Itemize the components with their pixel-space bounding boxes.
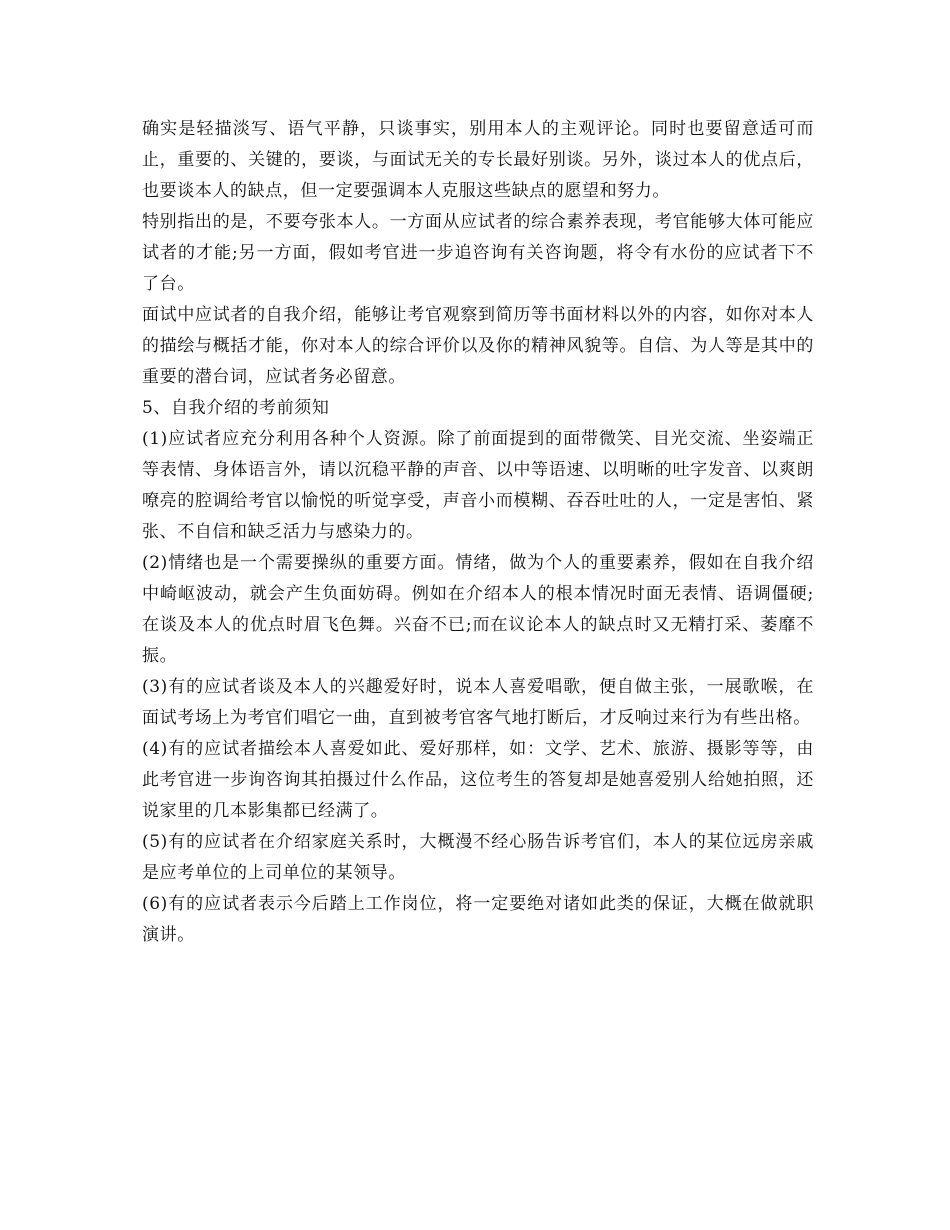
- list-item-4: (4)有的应试者描绘本人喜爱如此、爱好那样，如：文学、艺术、旅游、摄影等等，由此考官进一步询咨询其拍摄过什么作品，这位考生的答复却是她喜爱别人给她拍照，还说家里的几本影集都已经满了。: [142, 739, 814, 821]
- paragraph-self-intro-modesty: 确实是轻描淡写、语气平静，只谈事实，别用本人的主观评论。同时也要留意适可而止，重要的、关键的，要谈，与面试无关的专长最好别谈。另外，谈过本人的优点后，也要谈本人的缺点，但一定要强调本人克服这些缺点的愿望和努力。: [142, 119, 814, 201]
- document-body: [142, 114, 814, 951]
- list-item-2: (2)情绪也是一个需要操纵的重要方面。情绪，做为个人的重要素养，假如在自我介绍中崎岖波动，就会产生负面妨碍。例如在介绍本人的根本情况时面无表情、语调僵硬;在谈及本人的优点时眉飞色舞。兴奋不已;而在议论本人的缺点时又无精打采、萎靡不振。: [142, 553, 814, 666]
- paragraph-interview-purpose: 面试中应试者的自我介绍，能够让考官观察到简历等书面材料以外的内容，如你对本人的描绘与概括才能，你对本人的综合评价以及你的精神风貌等。自信、为人等是其中的重要的潜台词，应试者务必留意。: [142, 305, 814, 387]
- section-heading: 5、自我介绍的考前须知: [142, 398, 330, 418]
- list-item-6: (6)有的应试者表示今后踏上工作岗位，将一定要绝对诸如此类的保证，大概在做就职演讲。: [142, 894, 814, 945]
- list-item-5: (5)有的应试者在介绍家庭关系时，大概漫不经心肠告诉考官们，本人的某位远房亲戚是应考单位的上司单位的某领导。: [142, 832, 814, 883]
- list-item-3: (3)有的应试者谈及本人的兴趣爱好时，说本人喜爱唱歌，便自做主张，一展歌喉，在面试考场上为考官们唱它一曲，直到被考官客气地打断后，才反响过来行为有些出格。: [142, 677, 814, 728]
- paragraph-no-exaggeration: 特别指出的是，不要夸张本人。一方面从应试者的综合素养表现，考官能够大体可能应试者的才能;另一方面，假如考官进一步追咨询有关咨询题，将令有水份的应试者下不了台。: [142, 212, 814, 294]
- list-item-1: (1)应试者应充分利用各种个人资源。除了前面提到的面带微笑、目光交流、坐姿端正等表情、身体语言外，请以沉稳平静的声音、以中等语速、以明晰的吐字发音、以爽朗嘹亮的腔调给考官以愉悦的听觉享受，声音小而模糊、吞吞吐吐的人，一定是害怕、紧张、不自信和缺乏活力与感染力的。: [142, 429, 814, 542]
